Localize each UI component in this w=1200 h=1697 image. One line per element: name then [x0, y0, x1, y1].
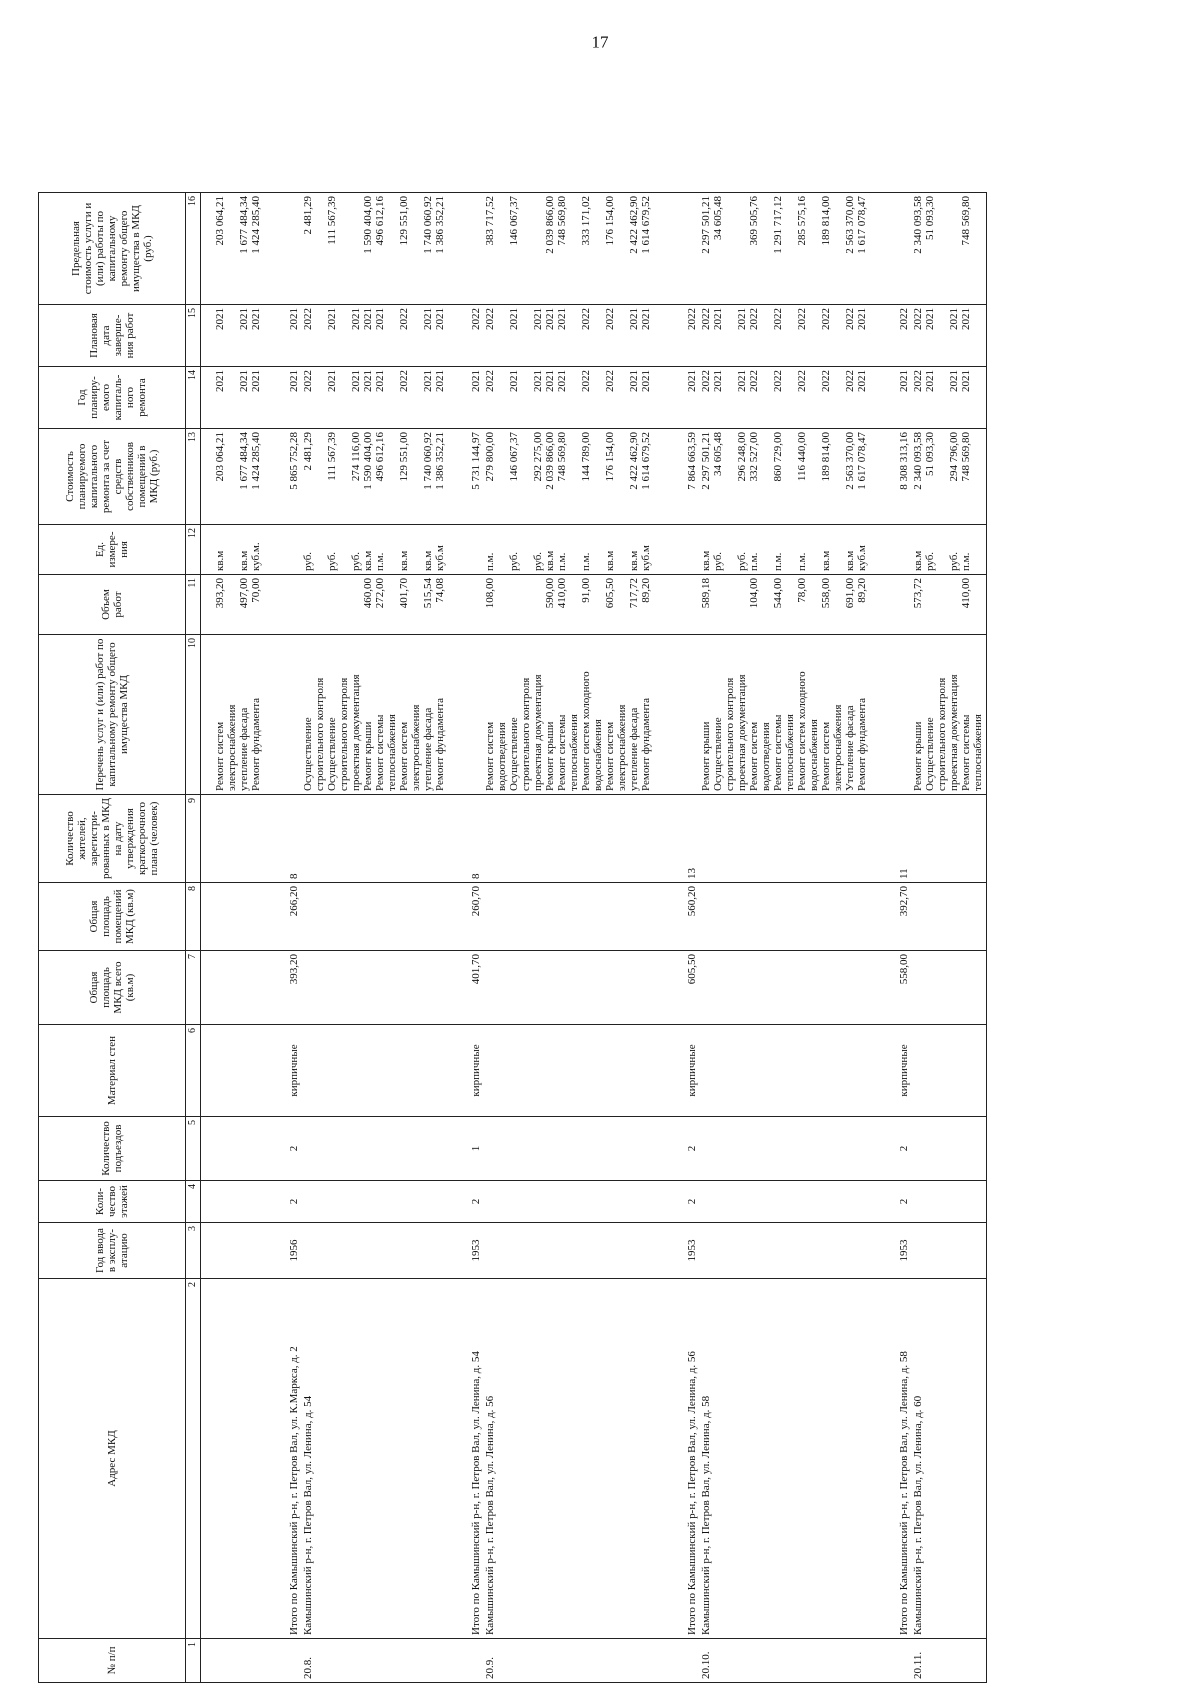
cell-residents	[201, 795, 263, 883]
cell-volume	[875, 575, 911, 635]
column-header: Объем работ	[39, 575, 186, 635]
cell-limit	[451, 193, 483, 305]
cell-cost: 2 340 093,58 51 093,30 294 796,00 748 569,80	[911, 429, 987, 525]
total-row	[451, 193, 483, 1683]
cell-area-total: 558,00	[875, 951, 911, 1025]
cell-cost: 7 864 663,59	[659, 429, 699, 525]
cell-unit: кв.м кв.м куб.м.	[201, 525, 263, 575]
cell-year-built	[699, 1223, 875, 1279]
cell-limit: 203 064,21 1 677 484,34 1 424 285,40	[201, 193, 263, 305]
cell-unit: кв.м руб. руб. п.м.	[911, 525, 987, 575]
cell-area-rooms	[699, 883, 875, 951]
column-header: Коли-чество этажей	[39, 1181, 186, 1223]
cell-volume: 393,20 497,00 70,00	[201, 575, 263, 635]
column-number: 3	[186, 1223, 201, 1279]
column-number: 10	[186, 635, 201, 795]
cell-unit: п.м. руб. руб. кв.м п.м. п.м. кв.м кв.м куб.м	[483, 525, 659, 575]
cell-unit	[263, 525, 301, 575]
cell-num	[875, 1639, 911, 1683]
cell-entrances: 1	[451, 1117, 483, 1181]
cell-works	[263, 635, 301, 795]
cell-floors: 2	[659, 1181, 699, 1223]
cell-year: 2021	[263, 367, 301, 429]
cell-year: 2021 2021 2021	[201, 367, 263, 429]
column-number: 9	[186, 795, 201, 883]
cell-num	[201, 1639, 263, 1683]
page-number: 17	[591, 33, 609, 52]
column-number: 14	[186, 367, 201, 429]
cell-year: 2022 2021 2021 2021 2021 2022 2021 2021	[301, 367, 451, 429]
cell-floors: 2	[875, 1181, 911, 1223]
cell-year-built	[201, 1223, 263, 1279]
cell-volume: 573,72 410,00	[911, 575, 987, 635]
cell-year-built: 1956	[263, 1223, 301, 1279]
column-header: Плановая дата заверше-ния работ	[39, 305, 186, 367]
column-header: Предельная стоимость услуги и (или) работы по капитальному ремонту общего имущества в МКД (руб.)	[39, 193, 186, 305]
cell-address	[201, 1279, 263, 1639]
cell-floors	[201, 1181, 263, 1223]
cell-area-total	[483, 951, 659, 1025]
cell-unit	[451, 525, 483, 575]
cell-cost: 5 731 144,97	[451, 429, 483, 525]
cell-area-rooms: 560,20	[659, 883, 699, 951]
cell-num	[263, 1639, 301, 1683]
cell-address: Итого по Камышинский р-н, г. Петров Вал, ул. Ленина, д. 54	[451, 1279, 483, 1639]
cell-num: 20.8.	[301, 1639, 451, 1683]
cell-end: 2022 2021 2021 2021 2021 2022 2021 2021	[301, 305, 451, 367]
cell-material: кирпичные	[659, 1025, 699, 1117]
cell-cost: 279 800,00 146 067,37 292 275,00 2 039 866,00 748 569,80 144 789,00 176 154,00 2 422 462,90 1 614 679,52	[483, 429, 659, 525]
cell-year-built: 1953	[451, 1223, 483, 1279]
cell-entrances	[483, 1117, 659, 1181]
cell-area-total: 605,50	[659, 951, 699, 1025]
column-header: Перечень услуг и (или) работ по капитальному ремонту общего имущества МКД	[39, 635, 186, 795]
cell-area-total: 393,20	[263, 951, 301, 1025]
cell-year: 2022 2021 2021 2022 2022 2022 2022 2022 2021	[699, 367, 875, 429]
cell-residents	[301, 795, 451, 883]
column-header: Количество подъездов	[39, 1117, 186, 1181]
cell-works	[659, 635, 699, 795]
total-row	[875, 193, 911, 1683]
cell-volume	[659, 575, 699, 635]
cell-floors	[301, 1181, 451, 1223]
column-header: Общая площадь МКД всего (кв.м)	[39, 951, 186, 1025]
cell-cost: 203 064,21 1 677 484,34 1 424 285,40	[201, 429, 263, 525]
column-number-row	[186, 193, 201, 1683]
cell-floors	[483, 1181, 659, 1223]
cell-limit: 383 717,52 146 067,37 2 039 866,00 748 569,80 333 171,02 176 154,00 2 422 462,90 1 614 679,52	[483, 193, 659, 305]
cell-works	[451, 635, 483, 795]
cell-volume	[451, 575, 483, 635]
column-number: 8	[186, 883, 201, 951]
cell-volume: 589,18 104,00 544,00 78,00 558,00 691,00 89,20	[699, 575, 875, 635]
cell-limit: 2 340 093,58 51 093,30 748 569,80	[911, 193, 987, 305]
column-header: Адрес МКД	[39, 1279, 186, 1639]
cell-residents	[483, 795, 659, 883]
cell-limit	[875, 193, 911, 305]
column-header: Год ввода в эксплу-атацию	[39, 1223, 186, 1279]
address-row	[483, 193, 659, 1683]
cell-year-built	[911, 1223, 987, 1279]
cell-material	[201, 1025, 263, 1117]
cell-works: Осуществление строительного контроля Осуществление строительного контроля проектная документация Ремонт крыши Ремонт системы теплоснабжения Ремонт систем электроснабжения утепление фасада Ремонт фундамента	[301, 635, 451, 795]
column-header: Год планиру-емого капиталь-ного ремонта	[39, 367, 186, 429]
address-row	[911, 193, 987, 1683]
cell-end: 2022 2021 2021 2022 2022 2022 2022 2022 2021	[699, 305, 875, 367]
cell-material	[699, 1025, 875, 1117]
cell-entrances: 2	[659, 1117, 699, 1181]
cell-num: 20.9.	[483, 1639, 659, 1683]
cell-material: кирпичные	[451, 1025, 483, 1117]
cell-residents	[911, 795, 987, 883]
cell-cost: 8 308 313,16	[875, 429, 911, 525]
cell-year-built	[301, 1223, 451, 1279]
cell-material: кирпичные	[875, 1025, 911, 1117]
cell-year: 2021	[659, 367, 699, 429]
cell-volume: 108,00 590,00 410,00 91,00 605,50 717,72 89,20	[483, 575, 659, 635]
cell-address: Камышинский р-н, г. Петров Вал, ул. Ленина, д. 56	[483, 1279, 659, 1639]
cell-residents	[699, 795, 875, 883]
column-number: 11	[186, 575, 201, 635]
cell-unit: руб. руб. руб. кв.м п.м. кв.м кв.м куб.м	[301, 525, 451, 575]
column-header: № п/п	[39, 1639, 186, 1683]
cell-area-rooms	[911, 883, 987, 951]
total-row	[263, 193, 301, 1683]
cell-residents: 13	[659, 795, 699, 883]
cell-entrances	[699, 1117, 875, 1181]
column-header: Материал стен	[39, 1025, 186, 1117]
cell-num	[659, 1639, 699, 1683]
cell-volume: 460,00 272,00 401,70 515,54 74,08	[301, 575, 451, 635]
column-header: Общая площадь помещений МКД (кв.м)	[39, 883, 186, 951]
cell-area-total: 401,70	[451, 951, 483, 1025]
cell-limit: 2 481,29 111 567,39 1 590 404,00 496 612,16 129 551,00 1 740 060,92 1 386 352,21	[301, 193, 451, 305]
column-number: 12	[186, 525, 201, 575]
column-number: 5	[186, 1117, 201, 1181]
cell-material	[483, 1025, 659, 1117]
cell-material	[301, 1025, 451, 1117]
cell-address: Камышинский р-н, г. Петров Вал, ул. Ленина, д. 54	[301, 1279, 451, 1639]
cell-residents: 11	[875, 795, 911, 883]
cell-works: Ремонт крыши Осуществление строительного контроля проектная документация Ремонт систем водоотведения Ремонт системы теплоснабжения Ремонт систем холодного водоснабжения Ремонт систем электроснабжения Утепление фасада Ремонт фундамента	[699, 635, 875, 795]
cell-area-rooms	[201, 883, 263, 951]
cell-end: 2022	[451, 305, 483, 367]
cell-floors	[699, 1181, 875, 1223]
cell-year-built: 1953	[659, 1223, 699, 1279]
cell-works: Ремонт систем водоотведения Осуществление строительного контроля проектная документация Ремонт крыши Ремонт системы теплоснабжения Ремонт систем холодного водоснабжения Ремонт систем электроснабжения утепление фасада Ремонт фундамента	[483, 635, 659, 795]
cell-address: Камышинский р-н, г. Петров Вал, ул. Ленина, д. 60	[911, 1279, 987, 1639]
cell-num: 20.10.	[699, 1639, 875, 1683]
column-number: 4	[186, 1181, 201, 1223]
cell-residents: 8	[451, 795, 483, 883]
cell-area-total	[201, 951, 263, 1025]
total-row	[659, 193, 699, 1683]
cell-address: Итого по Камышинский р-н, г. Петров Вал, ул. К.Маркса, д. 2	[263, 1279, 301, 1639]
cell-area-rooms	[301, 883, 451, 951]
cell-works	[875, 635, 911, 795]
column-number: 15	[186, 305, 201, 367]
cell-year: 2021	[875, 367, 911, 429]
column-number: 13	[186, 429, 201, 525]
cell-entrances	[301, 1117, 451, 1181]
cell-unit: кв.м руб. руб. п.м. п.м. п.м. кв.м кв.м куб.м	[699, 525, 875, 575]
header-row	[39, 193, 186, 1683]
cell-works: Ремонт крыши Осуществление строительного контроля проектная документация Ремонт системы теплоснабжения	[911, 635, 987, 795]
cell-unit	[659, 525, 699, 575]
cell-floors: 2	[451, 1181, 483, 1223]
cell-material	[911, 1025, 987, 1117]
cell-end: 2022 2021 2021 2021	[911, 305, 987, 367]
cell-cost: 2 297 501,21 34 605,48 296 248,00 332 527,00 860 729,00 116 440,00 189 814,00 2 563 370,00 1 617 078,47	[699, 429, 875, 525]
cell-area-total	[301, 951, 451, 1025]
cell-entrances: 2	[263, 1117, 301, 1181]
cell-address: Камышинский р-н, г. Петров Вал, ул. Ленина, д. 58	[699, 1279, 875, 1639]
cell-year: 2021	[451, 367, 483, 429]
cell-entrances: 2	[875, 1117, 911, 1181]
cell-cost: 5 865 752,28	[263, 429, 301, 525]
cell-end: 2022	[875, 305, 911, 367]
column-number: 7	[186, 951, 201, 1025]
column-number: 6	[186, 1025, 201, 1117]
cell-limit: 2 297 501,21 34 605,48 369 505,76 1 291 717,12 285 575,16 189 814,00 2 563 370,00 1 617 078,47	[699, 193, 875, 305]
cell-cost: 2 481,29 111 567,39 274 116,00 1 590 404,00 496 612,16 129 551,00 1 740 060,92 1 386 352,21	[301, 429, 451, 525]
cell-area-rooms	[483, 883, 659, 951]
cell-area-total	[911, 951, 987, 1025]
cell-area-rooms: 260,70	[451, 883, 483, 951]
cell-area-rooms: 392,70	[875, 883, 911, 951]
cell-address: Итого по Камышинский р-н, г. Петров Вал, ул. Ленина, д. 58	[875, 1279, 911, 1639]
cell-area-rooms: 266,20	[263, 883, 301, 951]
address-row	[301, 193, 451, 1683]
repair-plan-table	[38, 192, 987, 1683]
cell-entrances	[911, 1117, 987, 1181]
cell-floors: 2	[263, 1181, 301, 1223]
cell-floors	[911, 1181, 987, 1223]
cell-area-total	[699, 951, 875, 1025]
table-body	[201, 193, 987, 1683]
cell-limit	[659, 193, 699, 305]
cell-unit	[875, 525, 911, 575]
cell-year: 2022 2021 2021 2021	[911, 367, 987, 429]
cell-limit	[263, 193, 301, 305]
cell-entrances	[201, 1117, 263, 1181]
cell-residents: 8	[263, 795, 301, 883]
cell-end: 2022	[659, 305, 699, 367]
cell-works: Ремонт систем электроснабжения утепление фасада Ремонт фундамента	[201, 635, 263, 795]
cell-end: 2022 2021 2021 2021 2021 2022 2022 2021 2021	[483, 305, 659, 367]
cell-year-built: 1953	[875, 1223, 911, 1279]
column-number: 1	[186, 1639, 201, 1683]
cell-material: кирпичные	[263, 1025, 301, 1117]
column-number: 16	[186, 193, 201, 305]
column-number: 2	[186, 1279, 201, 1639]
cell-year: 2022 2021 2021 2021 2021 2022 2022 2021 2021	[483, 367, 659, 429]
cell-address: Итого по Камышинский р-н, г. Петров Вал, ул. Ленина, д. 56	[659, 1279, 699, 1639]
cell-end: 2021 2021 2021	[201, 305, 263, 367]
continuation-row	[201, 193, 263, 1683]
cell-year-built	[483, 1223, 659, 1279]
cell-num	[451, 1639, 483, 1683]
column-header: Количество жителей, зарегистри-рованных в МКД на дату утверждения краткосрочного плана (человек)	[39, 795, 186, 883]
cell-end: 2021	[263, 305, 301, 367]
address-row	[699, 193, 875, 1683]
column-header: Стоимость планируемого капитального ремонта за счет средств собственников помещений в МКД (руб.)	[39, 429, 186, 525]
cell-num: 20.11.	[911, 1639, 987, 1683]
column-header: Ед. измере-ния	[39, 525, 186, 575]
cell-volume	[263, 575, 301, 635]
